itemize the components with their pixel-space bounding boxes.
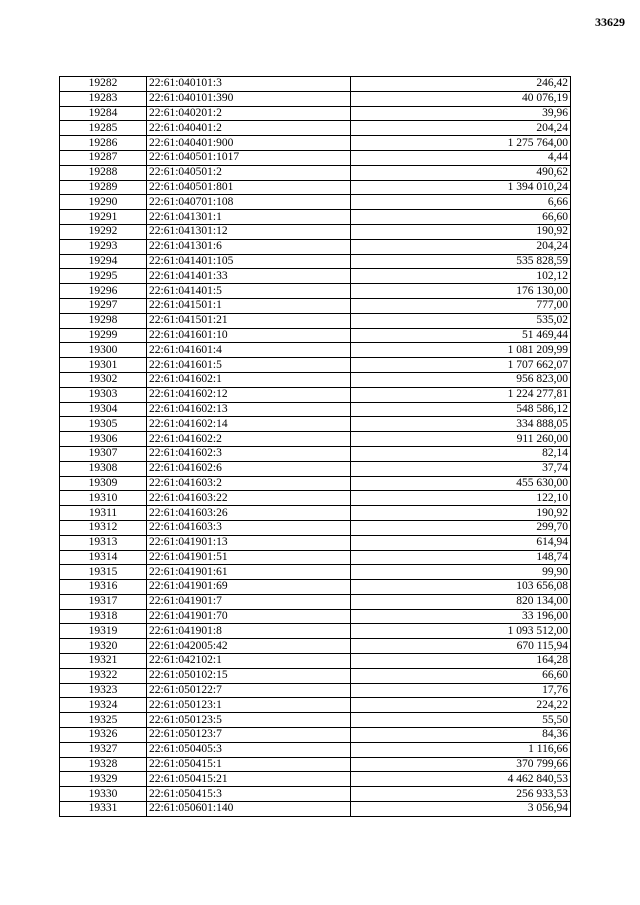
row-number-cell: 19297 bbox=[60, 298, 147, 313]
cadastral-number-cell: 22:61:041602:12 bbox=[147, 387, 351, 402]
cadastral-number-cell: 22:61:041603:26 bbox=[147, 506, 351, 521]
cadastral-number-cell: 22:61:040501:2 bbox=[147, 165, 351, 180]
row-number-cell: 19292 bbox=[60, 224, 147, 239]
amount-cell: 164,28 bbox=[351, 654, 571, 669]
row-number-cell: 19299 bbox=[60, 328, 147, 343]
row-number-cell: 19304 bbox=[60, 402, 147, 417]
cadastral-number-cell: 22:61:041901:69 bbox=[147, 580, 351, 595]
table-row bbox=[60, 639, 571, 654]
cadastral-number-cell: 22:61:041301:12 bbox=[147, 224, 351, 239]
cadastral-number-cell: 22:61:050415:3 bbox=[147, 787, 351, 802]
table-row bbox=[60, 77, 571, 92]
amount-cell: 37,74 bbox=[351, 461, 571, 476]
table-row bbox=[60, 106, 571, 121]
row-number-cell: 19315 bbox=[60, 565, 147, 580]
amount-cell: 490,62 bbox=[351, 165, 571, 180]
cadastral-number-cell: 22:61:040101:3 bbox=[147, 77, 351, 92]
cadastral-number-cell: 22:61:041901:13 bbox=[147, 535, 351, 550]
amount-cell: 224,22 bbox=[351, 698, 571, 713]
amount-cell: 51 469,44 bbox=[351, 328, 571, 343]
amount-cell: 535,02 bbox=[351, 313, 571, 328]
cadastral-number-cell: 22:61:041603:3 bbox=[147, 520, 351, 535]
cadastral-number-cell: 22:61:041901:8 bbox=[147, 624, 351, 639]
amount-cell: 148,74 bbox=[351, 550, 571, 565]
table-row bbox=[60, 284, 571, 299]
table-row bbox=[60, 224, 571, 239]
row-number-cell: 19319 bbox=[60, 624, 147, 639]
amount-cell: 1 081 209,99 bbox=[351, 343, 571, 358]
table-row bbox=[60, 446, 571, 461]
amount-cell: 256 933,53 bbox=[351, 787, 571, 802]
row-number-cell: 19318 bbox=[60, 609, 147, 624]
table-row bbox=[60, 506, 571, 521]
row-number-cell: 19323 bbox=[60, 683, 147, 698]
row-number-cell: 19320 bbox=[60, 639, 147, 654]
table-row bbox=[60, 609, 571, 624]
cadastral-number-cell: 22:61:050123:7 bbox=[147, 728, 351, 743]
row-number-cell: 19325 bbox=[60, 713, 147, 728]
amount-cell: 17,76 bbox=[351, 683, 571, 698]
table-row bbox=[60, 195, 571, 210]
row-number-cell: 19286 bbox=[60, 136, 147, 151]
row-number-cell: 19329 bbox=[60, 772, 147, 787]
table-row bbox=[60, 491, 571, 506]
amount-cell: 84,36 bbox=[351, 728, 571, 743]
amount-cell: 4,44 bbox=[351, 150, 571, 165]
cadastral-number-cell: 22:61:041401:5 bbox=[147, 284, 351, 299]
row-number-cell: 19303 bbox=[60, 387, 147, 402]
cadastral-number-cell: 22:61:040501:801 bbox=[147, 180, 351, 195]
amount-cell: 370 799,66 bbox=[351, 757, 571, 772]
row-number-cell: 19310 bbox=[60, 491, 147, 506]
row-number-cell: 19295 bbox=[60, 269, 147, 284]
amount-cell: 1 224 277,81 bbox=[351, 387, 571, 402]
table-row bbox=[60, 683, 571, 698]
cadastral-number-cell: 22:61:050102:15 bbox=[147, 668, 351, 683]
amount-cell: 6,66 bbox=[351, 195, 571, 210]
amount-cell: 1 116,66 bbox=[351, 742, 571, 757]
row-number-cell: 19287 bbox=[60, 150, 147, 165]
cadastral-number-cell: 22:61:041602:3 bbox=[147, 446, 351, 461]
amount-cell: 956 823,00 bbox=[351, 372, 571, 387]
row-number-cell: 19312 bbox=[60, 520, 147, 535]
table-row bbox=[60, 772, 571, 787]
table-row bbox=[60, 298, 571, 313]
table-row bbox=[60, 372, 571, 387]
cadastral-number-cell: 22:61:040101:390 bbox=[147, 91, 351, 106]
table-row bbox=[60, 476, 571, 491]
row-number-cell: 19294 bbox=[60, 254, 147, 269]
cadastral-number-cell: 22:61:041901:70 bbox=[147, 609, 351, 624]
cadastral-number-cell: 22:61:050415:21 bbox=[147, 772, 351, 787]
table-row bbox=[60, 520, 571, 535]
table-row bbox=[60, 150, 571, 165]
cadastral-number-cell: 22:61:050123:1 bbox=[147, 698, 351, 713]
cadastral-number-cell: 22:61:041301:6 bbox=[147, 239, 351, 254]
row-number-cell: 19289 bbox=[60, 180, 147, 195]
amount-cell: 99,90 bbox=[351, 565, 571, 580]
table-row bbox=[60, 624, 571, 639]
amount-cell: 1 093 512,00 bbox=[351, 624, 571, 639]
cadastral-number-cell: 22:61:041602:2 bbox=[147, 432, 351, 447]
cadastral-number-cell: 22:61:050123:5 bbox=[147, 713, 351, 728]
row-number-cell: 19331 bbox=[60, 802, 147, 817]
cadastral-number-cell: 22:61:050601:140 bbox=[147, 802, 351, 817]
amount-cell: 103 656,08 bbox=[351, 580, 571, 595]
amount-cell: 82,14 bbox=[351, 446, 571, 461]
row-number-cell: 19309 bbox=[60, 476, 147, 491]
register-table bbox=[59, 76, 571, 817]
row-number-cell: 19291 bbox=[60, 210, 147, 225]
cadastral-number-cell: 22:61:040401:900 bbox=[147, 136, 351, 151]
table-row bbox=[60, 668, 571, 683]
row-number-cell: 19327 bbox=[60, 742, 147, 757]
row-number-cell: 19313 bbox=[60, 535, 147, 550]
table-row bbox=[60, 136, 571, 151]
table-row bbox=[60, 343, 571, 358]
row-number-cell: 19293 bbox=[60, 239, 147, 254]
table-row bbox=[60, 328, 571, 343]
cadastral-number-cell: 22:61:041501:1 bbox=[147, 298, 351, 313]
amount-cell: 548 586,12 bbox=[351, 402, 571, 417]
row-number-cell: 19316 bbox=[60, 580, 147, 595]
cadastral-number-cell: 22:61:041401:33 bbox=[147, 269, 351, 284]
row-number-cell: 19288 bbox=[60, 165, 147, 180]
table-row bbox=[60, 387, 571, 402]
cadastral-number-cell: 22:61:050415:1 bbox=[147, 757, 351, 772]
table-row bbox=[60, 698, 571, 713]
row-number-cell: 19301 bbox=[60, 358, 147, 373]
cadastral-number-cell: 22:61:041901:61 bbox=[147, 565, 351, 580]
amount-cell: 1 707 662,07 bbox=[351, 358, 571, 373]
table-row bbox=[60, 165, 571, 180]
register-table-body bbox=[60, 77, 571, 817]
amount-cell: 455 630,00 bbox=[351, 476, 571, 491]
amount-cell: 204,24 bbox=[351, 239, 571, 254]
amount-cell: 334 888,05 bbox=[351, 417, 571, 432]
table-row bbox=[60, 417, 571, 432]
amount-cell: 911 260,00 bbox=[351, 432, 571, 447]
row-number-cell: 19290 bbox=[60, 195, 147, 210]
cadastral-number-cell: 22:61:041301:1 bbox=[147, 210, 351, 225]
table-row bbox=[60, 713, 571, 728]
cadastral-number-cell: 22:61:041602:1 bbox=[147, 372, 351, 387]
table-row bbox=[60, 728, 571, 743]
cadastral-number-cell: 22:61:041501:21 bbox=[147, 313, 351, 328]
amount-cell: 66,60 bbox=[351, 668, 571, 683]
table-row bbox=[60, 402, 571, 417]
table-row bbox=[60, 91, 571, 106]
table-row bbox=[60, 432, 571, 447]
row-number-cell: 19306 bbox=[60, 432, 147, 447]
cadastral-number-cell: 22:61:041602:14 bbox=[147, 417, 351, 432]
row-number-cell: 19285 bbox=[60, 121, 147, 136]
amount-cell: 176 130,00 bbox=[351, 284, 571, 299]
table-row bbox=[60, 254, 571, 269]
cadastral-number-cell: 22:61:041601:10 bbox=[147, 328, 351, 343]
cadastral-number-cell: 22:61:050405:3 bbox=[147, 742, 351, 757]
amount-cell: 190,92 bbox=[351, 224, 571, 239]
cadastral-number-cell: 22:61:050122:7 bbox=[147, 683, 351, 698]
row-number-cell: 19314 bbox=[60, 550, 147, 565]
table-row bbox=[60, 313, 571, 328]
page-number: 33629 bbox=[595, 15, 625, 29]
cadastral-number-cell: 22:61:040201:2 bbox=[147, 106, 351, 121]
table-row bbox=[60, 742, 571, 757]
row-number-cell: 19328 bbox=[60, 757, 147, 772]
amount-cell: 1 394 010,24 bbox=[351, 180, 571, 195]
cadastral-number-cell: 22:61:042005:42 bbox=[147, 639, 351, 654]
amount-cell: 246,42 bbox=[351, 77, 571, 92]
row-number-cell: 19321 bbox=[60, 654, 147, 669]
table-row bbox=[60, 269, 571, 284]
amount-cell: 190,92 bbox=[351, 506, 571, 521]
row-number-cell: 19282 bbox=[60, 77, 147, 92]
amount-cell: 1 275 764,00 bbox=[351, 136, 571, 151]
cadastral-number-cell: 22:61:041401:105 bbox=[147, 254, 351, 269]
cadastral-number-cell: 22:61:040501:1017 bbox=[147, 150, 351, 165]
table-row bbox=[60, 210, 571, 225]
cadastral-number-cell: 22:61:041603:22 bbox=[147, 491, 351, 506]
row-number-cell: 19311 bbox=[60, 506, 147, 521]
amount-cell: 535 828,59 bbox=[351, 254, 571, 269]
table-row bbox=[60, 757, 571, 772]
table-row bbox=[60, 594, 571, 609]
table-row bbox=[60, 802, 571, 817]
row-number-cell: 19326 bbox=[60, 728, 147, 743]
row-number-cell: 19300 bbox=[60, 343, 147, 358]
row-number-cell: 19317 bbox=[60, 594, 147, 609]
amount-cell: 820 134,00 bbox=[351, 594, 571, 609]
cadastral-number-cell: 22:61:041901:51 bbox=[147, 550, 351, 565]
table-row bbox=[60, 535, 571, 550]
table-row bbox=[60, 239, 571, 254]
amount-cell: 299,70 bbox=[351, 520, 571, 535]
amount-cell: 40 076,19 bbox=[351, 91, 571, 106]
table-row bbox=[60, 580, 571, 595]
amount-cell: 777,00 bbox=[351, 298, 571, 313]
row-number-cell: 19330 bbox=[60, 787, 147, 802]
cadastral-number-cell: 22:61:042102:1 bbox=[147, 654, 351, 669]
table-row bbox=[60, 565, 571, 580]
cadastral-number-cell: 22:61:040401:2 bbox=[147, 121, 351, 136]
table-row bbox=[60, 358, 571, 373]
cadastral-number-cell: 22:61:041601:5 bbox=[147, 358, 351, 373]
amount-cell: 204,24 bbox=[351, 121, 571, 136]
table-row bbox=[60, 121, 571, 136]
amount-cell: 102,12 bbox=[351, 269, 571, 284]
amount-cell: 66,60 bbox=[351, 210, 571, 225]
table-row bbox=[60, 654, 571, 669]
row-number-cell: 19284 bbox=[60, 106, 147, 121]
cadastral-number-cell: 22:61:041601:4 bbox=[147, 343, 351, 358]
row-number-cell: 19296 bbox=[60, 284, 147, 299]
row-number-cell: 19302 bbox=[60, 372, 147, 387]
amount-cell: 614,94 bbox=[351, 535, 571, 550]
table-row bbox=[60, 180, 571, 195]
amount-cell: 3 056,94 bbox=[351, 802, 571, 817]
row-number-cell: 19322 bbox=[60, 668, 147, 683]
cadastral-number-cell: 22:61:040701:108 bbox=[147, 195, 351, 210]
table-row bbox=[60, 461, 571, 476]
row-number-cell: 19305 bbox=[60, 417, 147, 432]
row-number-cell: 19298 bbox=[60, 313, 147, 328]
row-number-cell: 19307 bbox=[60, 446, 147, 461]
cadastral-number-cell: 22:61:041603:2 bbox=[147, 476, 351, 491]
table-row bbox=[60, 787, 571, 802]
table-row bbox=[60, 550, 571, 565]
cadastral-number-cell: 22:61:041602:13 bbox=[147, 402, 351, 417]
amount-cell: 122,10 bbox=[351, 491, 571, 506]
cadastral-number-cell: 22:61:041901:7 bbox=[147, 594, 351, 609]
row-number-cell: 19308 bbox=[60, 461, 147, 476]
amount-cell: 33 196,00 bbox=[351, 609, 571, 624]
cadastral-number-cell: 22:61:041602:6 bbox=[147, 461, 351, 476]
amount-cell: 670 115,94 bbox=[351, 639, 571, 654]
row-number-cell: 19324 bbox=[60, 698, 147, 713]
amount-cell: 55,50 bbox=[351, 713, 571, 728]
row-number-cell: 19283 bbox=[60, 91, 147, 106]
amount-cell: 4 462 840,53 bbox=[351, 772, 571, 787]
amount-cell: 39,96 bbox=[351, 106, 571, 121]
